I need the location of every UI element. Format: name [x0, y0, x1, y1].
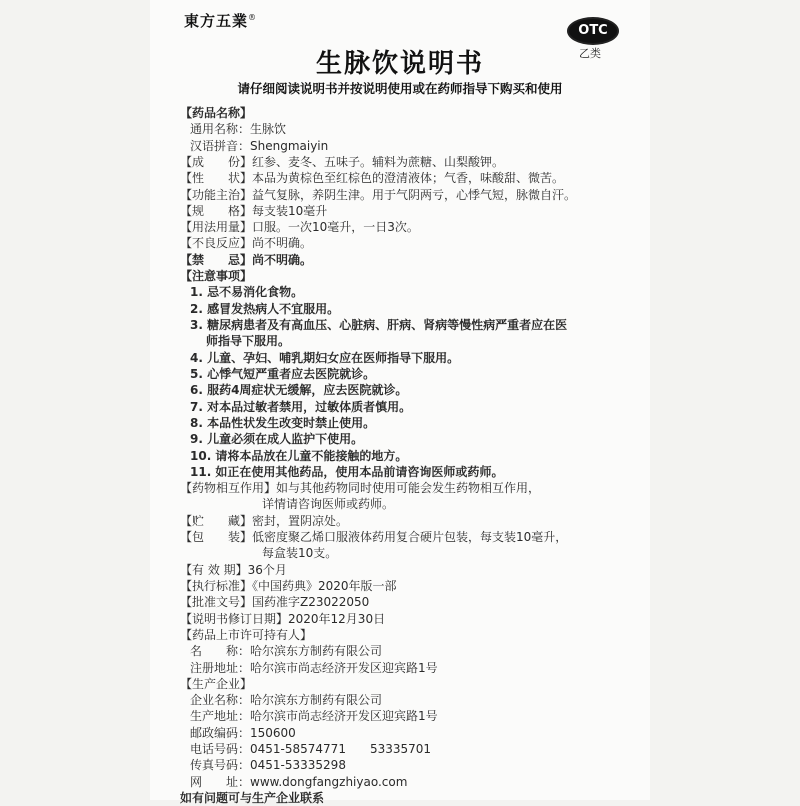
leaflet-line: 详情请咨询医师或药师。	[262, 497, 395, 511]
leaflet-line: 电话号码：0451-58574771 53335701	[190, 742, 432, 756]
leaflet-line: 师指导下服用。	[206, 334, 291, 348]
leaflet-line: 10. 请将本品放在儿童不能接触的地方。	[190, 449, 408, 463]
leaflet-line: 【性 状】本品为黄棕色至红棕色的澄清液体；气香，味酸甜、微苦。	[180, 171, 565, 185]
leaflet-line: 3. 糖尿病患者及有高血压、心脏病、肝病、肾病等慢性病严重者应在医	[190, 318, 568, 332]
page-title: 生脉饮说明书	[315, 49, 484, 79]
leaflet-line: 【用法用量】口服。一次10毫升，一日3次。	[180, 220, 419, 234]
leaflet-line: 邮政编码：150600	[190, 726, 296, 740]
leaflet-line: 【药品名称】	[180, 106, 253, 120]
leaflet-line: 每盒装10支。	[262, 546, 338, 560]
leaflet-line: 生产地址：哈尔滨市尚志经济开发区迎宾路1号	[190, 709, 438, 723]
leaflet-line: 【成 份】红参、麦冬、五味子。辅料为蔗糖、山梨酸钾。	[180, 155, 505, 169]
registered-mark: ®	[248, 13, 258, 22]
brand-name: 東方五業	[184, 12, 249, 30]
leaflet-line: 企业名称：哈尔滨东方制药有限公司	[190, 693, 383, 707]
leaflet-line: 9. 儿童必须在成人监护下使用。	[190, 432, 364, 446]
leaflet-line: 11. 如正在使用其他药品，使用本品前请咨询医师或药师。	[190, 465, 504, 479]
leaflet-line: 【规 格】每支装10毫升	[180, 204, 328, 218]
leaflet-line: 【功能主治】益气复脉，养阴生津。用于气阴两亏，心悸气短，脉微自汗。	[180, 188, 577, 202]
leaflet-line: 8. 本品性状发生改变时禁止使用。	[190, 416, 376, 430]
leaflet-line: 【生产企业】	[180, 677, 253, 691]
leaflet-line: 【执行标准】《中国药典》2020年版一部	[180, 579, 397, 593]
otc-class-label: 乙类	[579, 47, 601, 60]
leaflet-line: 【批准文号】国药准字Z23022050	[180, 595, 370, 609]
leaflet-line: 名 称：哈尔滨东方制药有限公司	[190, 644, 383, 658]
otc-badge: OTC	[567, 17, 619, 45]
leaflet-line: 网 址：www.dongfangzhiyao.com	[190, 775, 408, 789]
leaflet-line: 【有 效 期】36个月	[180, 563, 287, 577]
leaflet-line: 7. 对本品过敏者禁用，过敏体质者慎用。	[190, 400, 412, 414]
leaflet-line: 注册地址：哈尔滨市尚志经济开发区迎宾路1号	[190, 661, 438, 675]
leaflet-line: 5. 心悸气短严重者应去医院就诊。	[190, 367, 376, 381]
leaflet-line: 传真号码：0451-53335298	[190, 758, 346, 772]
leaflet-line: 2. 感冒发热病人不宜服用。	[190, 302, 340, 316]
leaflet-line: 【注意事项】	[180, 269, 253, 283]
leaflet-line: 【贮 藏】密封，置阴凉处。	[180, 514, 349, 528]
leaflet-line: 4. 儿童、孕妇、哺乳期妇女应在医师指导下服用。	[190, 351, 460, 365]
leaflet-line: 【禁 忌】尚不明确。	[180, 253, 313, 267]
leaflet-line: 【药物相互作用】如与其他药物同时使用可能会发生药物相互作用，	[180, 481, 541, 495]
brand-logo	[184, 10, 257, 31]
leaflet-line: 1. 忌不易消化食物。	[190, 285, 304, 299]
leaflet-line: 通用名称：生脉饮	[190, 122, 287, 136]
leaflet-line: 如有问题可与生产企业联系	[180, 791, 325, 805]
leaflet-line: 【不良反应】尚不明确。	[180, 236, 313, 250]
leaflet-line: 【药品上市许可持有人】	[180, 628, 313, 642]
leaflet-line: 【说明书修订日期】2020年12月30日	[180, 612, 386, 626]
leaflet-line: 汉语拼音：Shengmaiyin	[190, 139, 329, 153]
page-subtitle: 请仔细阅读说明书并按说明使用或在药师指导下购买和使用	[237, 81, 563, 96]
leaflet-line: 6. 服药4周症状无缓解，应去医院就诊。	[190, 383, 408, 397]
leaflet-line: 【包 装】低密度聚乙烯口服液体药用复合硬片包装，每支装10毫升，	[180, 530, 568, 544]
